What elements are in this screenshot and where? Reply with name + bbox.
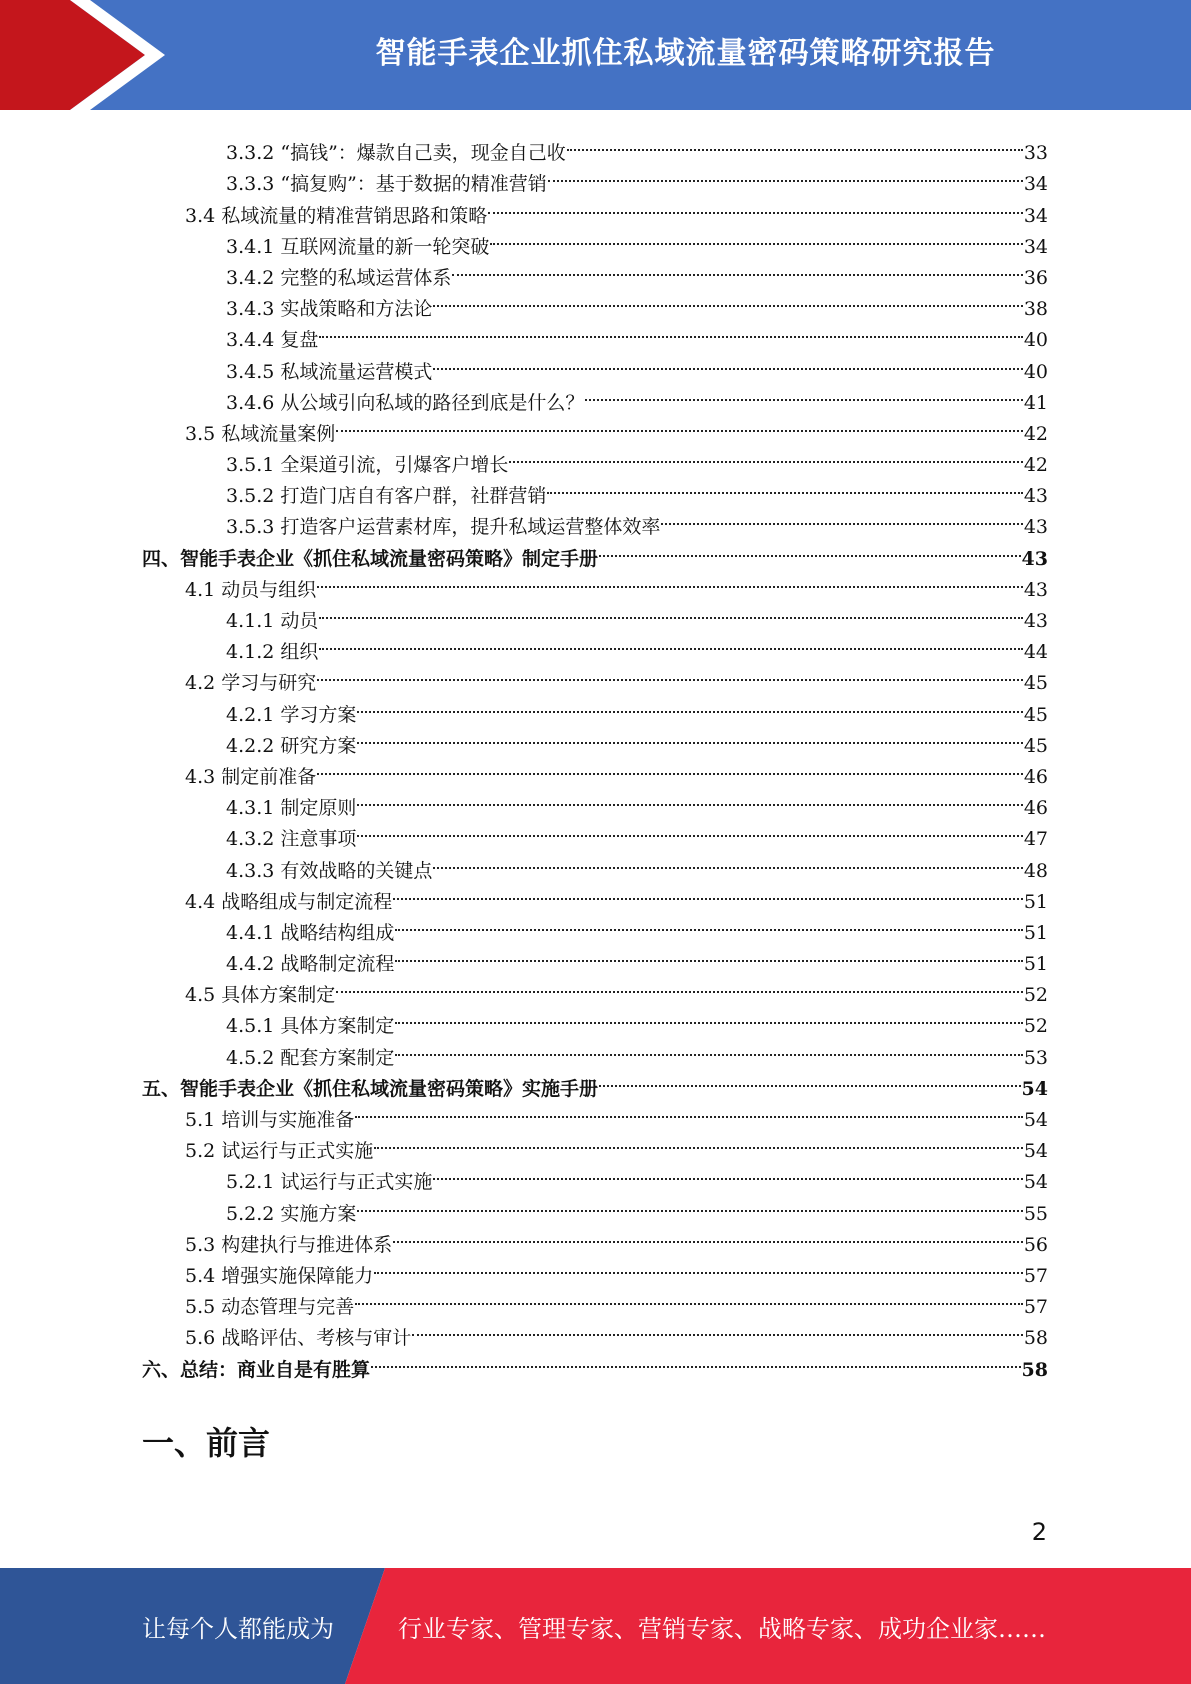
header-banner [0, 0, 1191, 110]
toc-entry-label: 5.2 试运行与正式实施 [185, 1140, 374, 1163]
toc-entry-page: 40 [1023, 329, 1048, 352]
toc-entry-page: 52 [1023, 1015, 1048, 1038]
toc-dot-leader [393, 877, 1023, 908]
toc-entry-page: 51 [1023, 890, 1048, 913]
toc-entry-page: 44 [1023, 641, 1048, 664]
toc-dot-leader [319, 315, 1022, 346]
toc-entry-label: 4.1 动员与组织 [185, 578, 317, 601]
table-of-contents [142, 128, 1048, 1381]
toc-entry-label: 5.5 动态管理与完善 [185, 1296, 355, 1319]
toc-dot-leader [357, 1188, 1022, 1219]
toc-entry-page: 57 [1023, 1296, 1048, 1319]
toc-entry-page: 46 [1023, 797, 1048, 820]
toc-dot-leader [661, 502, 1022, 533]
toc-entry-label: 3.4 私域流量的精准营销思路和策略 [185, 204, 488, 227]
toc-dot-leader [488, 190, 1023, 221]
toc-dot-leader [317, 565, 1023, 596]
toc-entry-label: 五、智能手表企业《抓住私域流量密码策略》实施手册 [142, 1077, 599, 1100]
toc-entry[interactable] [142, 128, 1048, 165]
toc-entry-page: 33 [1023, 142, 1048, 165]
toc-entry-page: 43 [1023, 516, 1048, 539]
toc-entry-label: 4.1.2 组织 [226, 641, 319, 664]
toc-entry-page: 34 [1023, 204, 1048, 227]
toc-entry-page: 41 [1023, 391, 1048, 414]
document-title: 智能手表企业抓住私域流量密码策略研究报告 [375, 36, 996, 71]
toc-entry-label: 3.5.1 全渠道引流，引爆客户增长 [226, 454, 509, 477]
toc-dot-leader [567, 128, 1023, 159]
toc-entry-label: 4.1.1 动员 [226, 610, 319, 632]
toc-dot-leader [393, 1220, 1023, 1251]
toc-entry-label: 3.3.2 “搞钱”：爆款自己卖，现金自己收 [226, 142, 566, 165]
toc-entry-page: 43 [1023, 485, 1048, 508]
toc-dot-leader [355, 1095, 1023, 1126]
toc-dot-leader [433, 284, 1022, 315]
toc-entry-label: 5.6 战略评估、考核与审计 [185, 1327, 412, 1350]
toc-entry-page: 54 [1021, 1077, 1048, 1100]
toc-entry-label: 5.4 增强实施保障能力 [185, 1264, 374, 1287]
toc-entry-label: 3.4.3 实战策略和方法论 [226, 298, 433, 321]
toc-entry-label: 四、智能手表企业《抓住私域流量密码策略》制定手册 [142, 547, 599, 570]
toc-entry-label: 3.4.5 私域流量运营模式 [226, 360, 433, 383]
toc-dot-leader [317, 752, 1023, 783]
toc-entry-page: 45 [1023, 703, 1048, 726]
toc-entry-label: 5.2.1 试运行与正式实施 [226, 1171, 433, 1194]
toc-dot-leader [599, 1064, 1021, 1095]
toc-entry-label: 3.5.3 打造客户运营素材库，提升私域运营整体效率 [226, 516, 661, 539]
toc-dot-leader [371, 1344, 1021, 1375]
toc-entry-page: 42 [1023, 454, 1048, 477]
toc-entry-label: 4.4.1 战略结构组成 [226, 921, 395, 944]
footer-slogan-left: 让每个人都能成为 [142, 1614, 334, 1643]
toc-dot-leader [395, 1001, 1022, 1032]
toc-entry-label: 3.4.4 复盘 [226, 329, 319, 352]
toc-entry-page: 58 [1021, 1358, 1048, 1381]
toc-entry-label: 4.4 战略组成与制定流程 [185, 890, 393, 913]
toc-dot-leader [336, 409, 1023, 440]
toc-entry-page: 43 [1023, 610, 1048, 632]
toc-entry-label: 4.5.1 具体方案制定 [226, 1015, 395, 1038]
toc-dot-leader [374, 1251, 1023, 1282]
toc-dot-leader [317, 658, 1023, 689]
toc-entry-label: 5.2.2 实施方案 [226, 1202, 357, 1225]
toc-entry-page: 45 [1023, 734, 1048, 757]
toc-entry-label: 3.4.1 互联网流量的新一轮突破 [226, 235, 490, 258]
toc-entry-page: 43 [1021, 547, 1048, 570]
toc-entry-page: 58 [1023, 1327, 1048, 1350]
toc-entry-page: 46 [1023, 765, 1048, 788]
toc-entry-label: 3.5 私域流量案例 [185, 422, 336, 445]
toc-dot-leader [336, 970, 1023, 1001]
toc-dot-leader [509, 440, 1022, 471]
toc-entry-page: 38 [1023, 298, 1048, 321]
toc-dot-leader [452, 253, 1022, 284]
toc-dot-leader [548, 159, 1023, 190]
toc-entry-label: 4.2 学习与研究 [185, 672, 317, 695]
toc-entry-page: 36 [1023, 266, 1048, 289]
toc-entry-label: 4.3.1 制定原则 [226, 797, 357, 820]
toc-dot-leader [357, 721, 1022, 752]
toc-entry-label: 六、总结：商业自是有胜算 [142, 1358, 371, 1381]
toc-entry-page: 47 [1023, 828, 1048, 851]
toc-entry-label: 4.5 具体方案制定 [185, 984, 336, 1007]
toc-entry-page: 40 [1023, 360, 1048, 383]
toc-entry-label: 5.3 构建执行与推进体系 [185, 1233, 393, 1256]
toc-entry-label: 4.2.1 学习方案 [226, 703, 357, 726]
toc-dot-leader [490, 222, 1022, 253]
toc-entry-label: 4.3 制定前准备 [185, 765, 317, 788]
section-heading: 一、前言 [142, 1424, 271, 1462]
toc-entry-page: 54 [1023, 1171, 1048, 1194]
page-number: 2 [1031, 1518, 1047, 1546]
toc-entry-page: 48 [1023, 859, 1048, 882]
toc-entry-page: 53 [1023, 1046, 1048, 1069]
toc-dot-leader [395, 908, 1022, 939]
toc-dot-leader [547, 471, 1022, 502]
toc-dot-leader [319, 596, 1022, 627]
toc-entry-page: 51 [1023, 953, 1048, 976]
toc-dot-leader [357, 783, 1022, 814]
toc-dot-leader [412, 1313, 1023, 1344]
toc-entry-page: 45 [1023, 672, 1048, 695]
toc-entry-page: 57 [1023, 1264, 1048, 1287]
footer-banner [0, 1568, 1191, 1684]
toc-dot-leader [433, 1157, 1022, 1188]
toc-dot-leader [395, 1032, 1022, 1063]
toc-entry-page: 56 [1023, 1233, 1048, 1256]
toc-dot-leader [357, 814, 1022, 845]
toc-entry-page: 51 [1023, 921, 1048, 944]
toc-entry-page: 34 [1023, 173, 1048, 196]
toc-entry-label: 5.1 培训与实施准备 [185, 1109, 355, 1131]
toc-dot-leader [433, 845, 1022, 876]
toc-dot-leader [355, 1282, 1023, 1313]
toc-entry-label: 4.5.2 配套方案制定 [226, 1046, 395, 1069]
toc-dot-leader [599, 533, 1021, 564]
toc-entry-label: 4.4.2 战略制定流程 [226, 953, 395, 976]
toc-entry-label: 3.4.6 从公域引向私域的路径到底是什么？ [226, 391, 585, 414]
toc-entry-page: 55 [1023, 1202, 1048, 1225]
toc-entry-page: 43 [1023, 578, 1048, 601]
toc-dot-leader [374, 1126, 1023, 1157]
toc-entry-label: 3.5.2 打造门店自有客户群，社群营销 [226, 485, 547, 508]
toc-entry-page: 34 [1023, 235, 1048, 258]
toc-dot-leader [395, 939, 1022, 970]
toc-dot-leader [433, 346, 1022, 377]
toc-dot-leader [357, 689, 1022, 720]
footer-slogan-right: 行业专家、管理专家、营销专家、战略专家、成功企业家…… [398, 1614, 1046, 1643]
toc-entry-label: 4.3.2 注意事项 [226, 828, 357, 851]
toc-entry-page: 42 [1023, 422, 1048, 445]
toc-entry-page: 54 [1023, 1140, 1048, 1163]
toc-entry-label: 4.2.2 研究方案 [226, 734, 357, 757]
toc-entry-label: 4.3.3 有效战略的关键点 [226, 859, 433, 882]
toc-entry-label: 3.4.2 完整的私域运营体系 [226, 266, 452, 289]
toc-dot-leader [319, 627, 1022, 658]
toc-dot-leader [585, 378, 1022, 409]
toc-entry-page: 52 [1023, 984, 1048, 1007]
toc-entry-page: 54 [1023, 1109, 1048, 1131]
toc-entry-label: 3.3.3 “搞复购”：基于数据的精准营销 [226, 173, 547, 196]
